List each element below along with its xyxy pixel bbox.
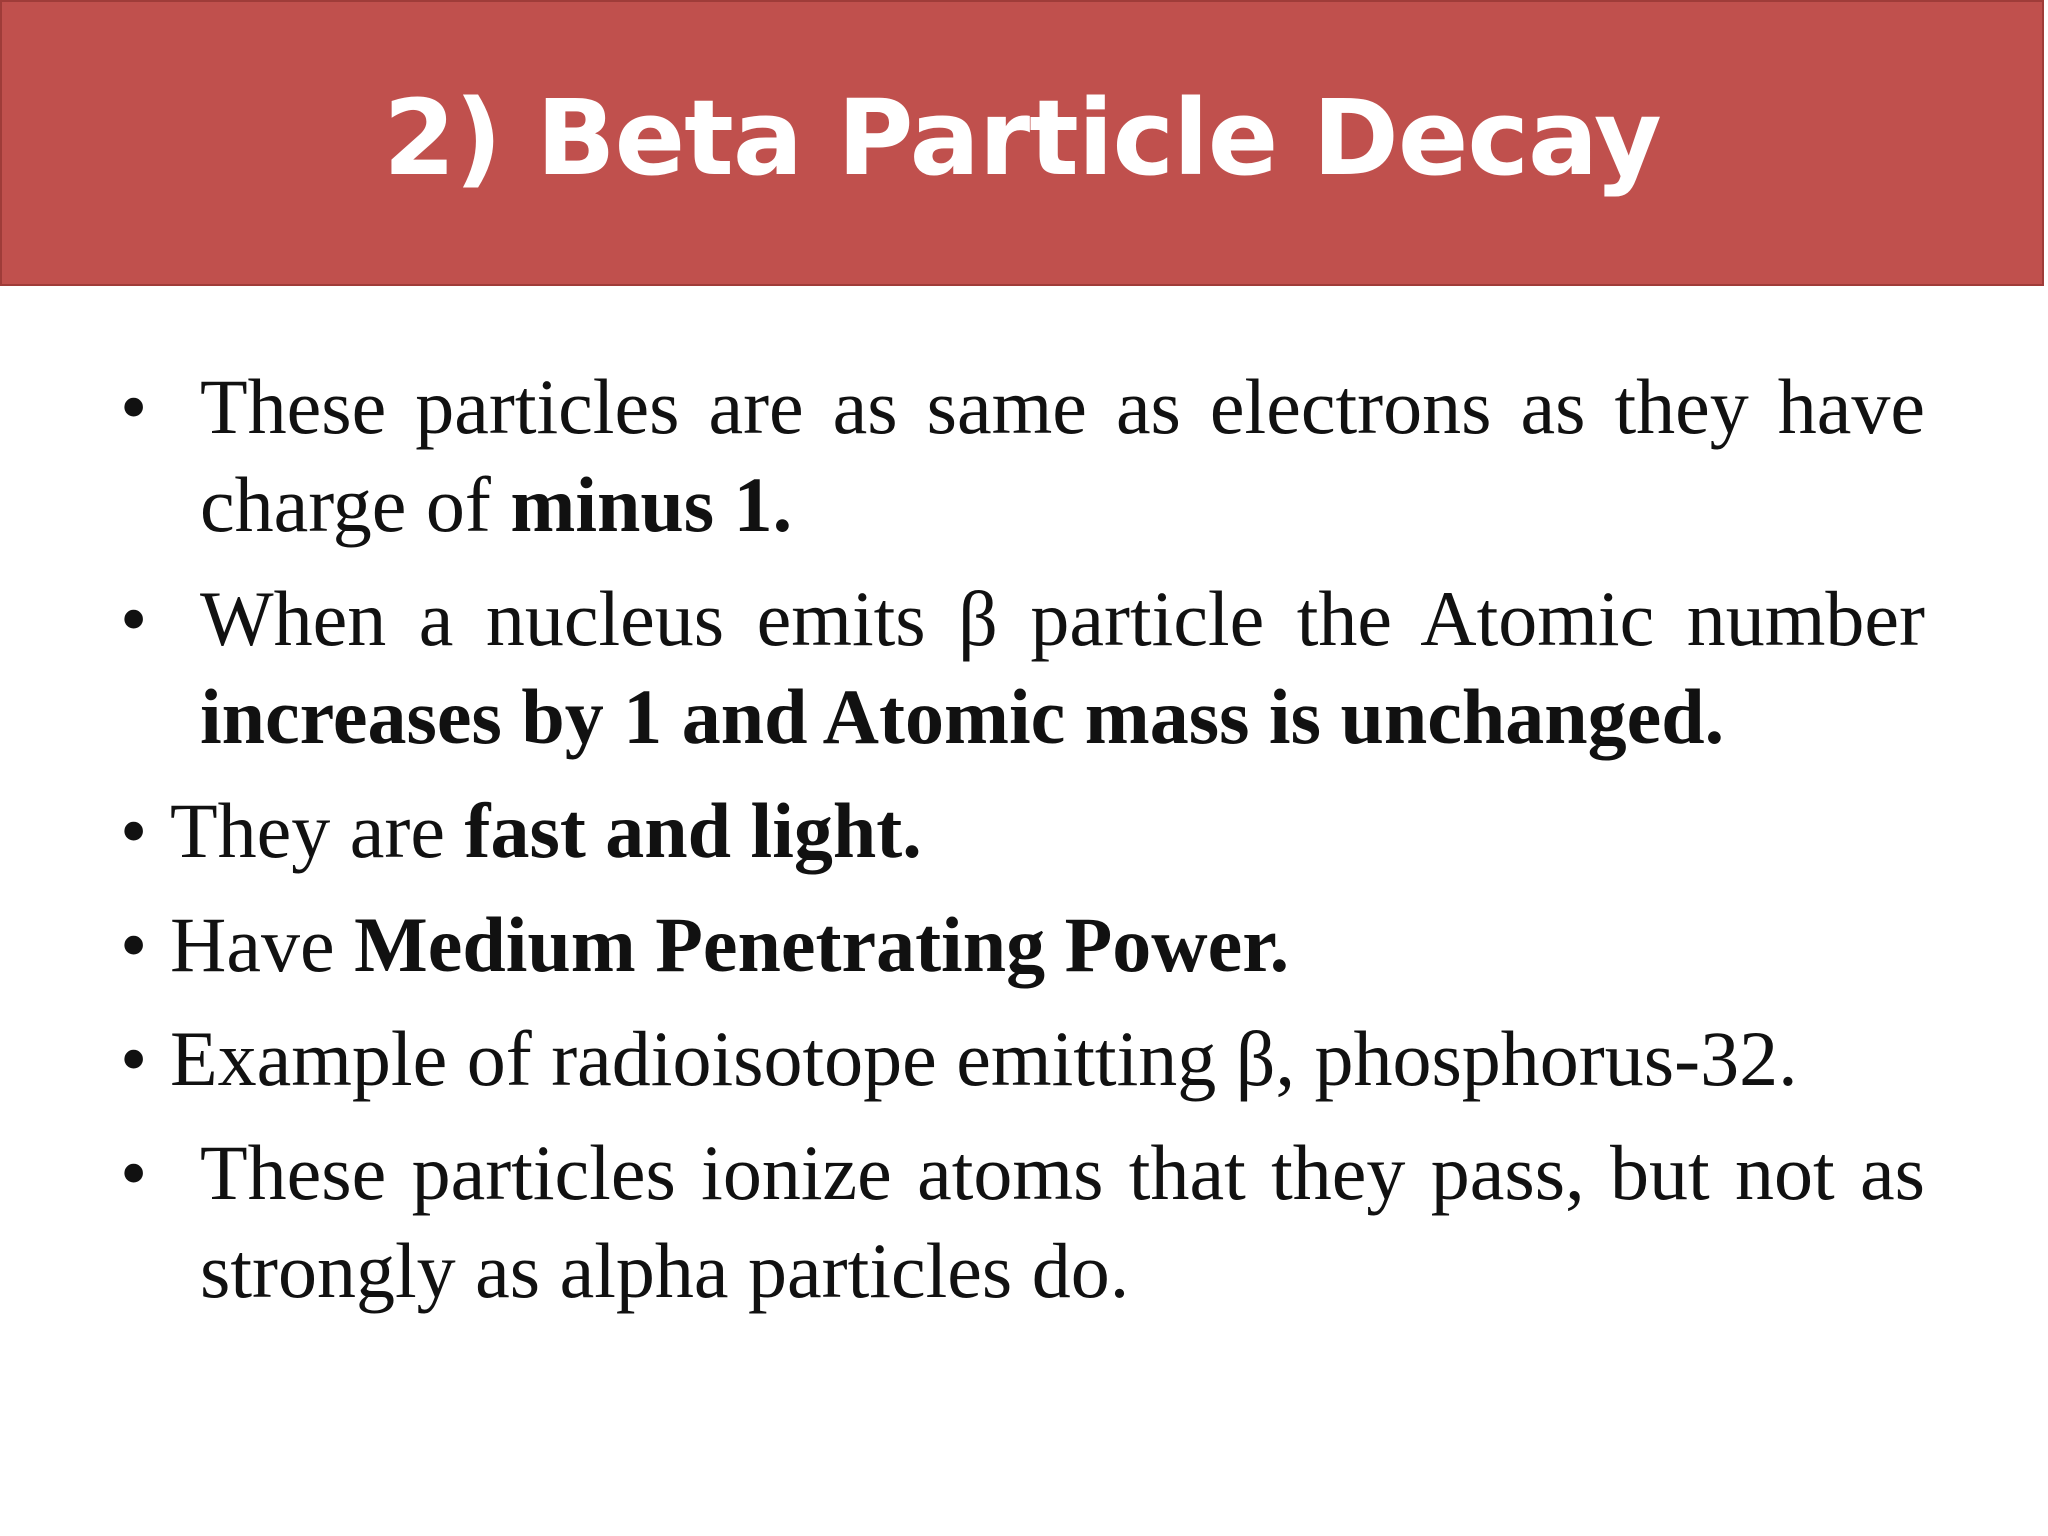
bullet-text: Example of radioisotope emitting β, phosphorus-32. [170, 1015, 1798, 1102]
bullet-item-fast-light [120, 782, 1925, 880]
bullet-bold-text: increases by 1 and Atomic mass is unchanged. [200, 673, 1725, 760]
bullet-icon: • [120, 787, 148, 874]
bullet-icon: • [120, 1129, 148, 1216]
bullet-text: They are [170, 787, 465, 874]
bullet-icon: • [120, 575, 148, 662]
bullet-item-atomic-number [120, 570, 1925, 766]
bullet-icon: • [120, 1015, 148, 1102]
bullet-bold-text: Medium Penetrating Power. [354, 901, 1290, 988]
bullet-text: These particles are as same as electrons as they have charge of [200, 363, 1925, 548]
slide-content [120, 358, 1925, 1336]
bullet-item-example [120, 1010, 1925, 1108]
bullet-item-ionize [120, 1124, 1925, 1320]
bullet-list [120, 358, 1925, 1320]
bullet-text: When a nucleus emits β particle the Atomic number [200, 575, 1925, 662]
title-bar [0, 0, 2044, 286]
slide-title: 2) Beta Particle Decay [383, 77, 1661, 199]
bullet-bold-text: fast and light. [464, 787, 922, 874]
bullet-text: These particles ionize atoms that they pass, but not as strongly as alpha particles do. [200, 1129, 1925, 1314]
bullet-text: Have [170, 901, 355, 988]
bullet-item-penetrating-power [120, 896, 1925, 994]
bullet-item-charge [120, 358, 1925, 554]
bullet-bold-text: minus 1. [510, 461, 793, 548]
bullet-icon: • [120, 363, 148, 450]
bullet-icon: • [120, 901, 148, 988]
